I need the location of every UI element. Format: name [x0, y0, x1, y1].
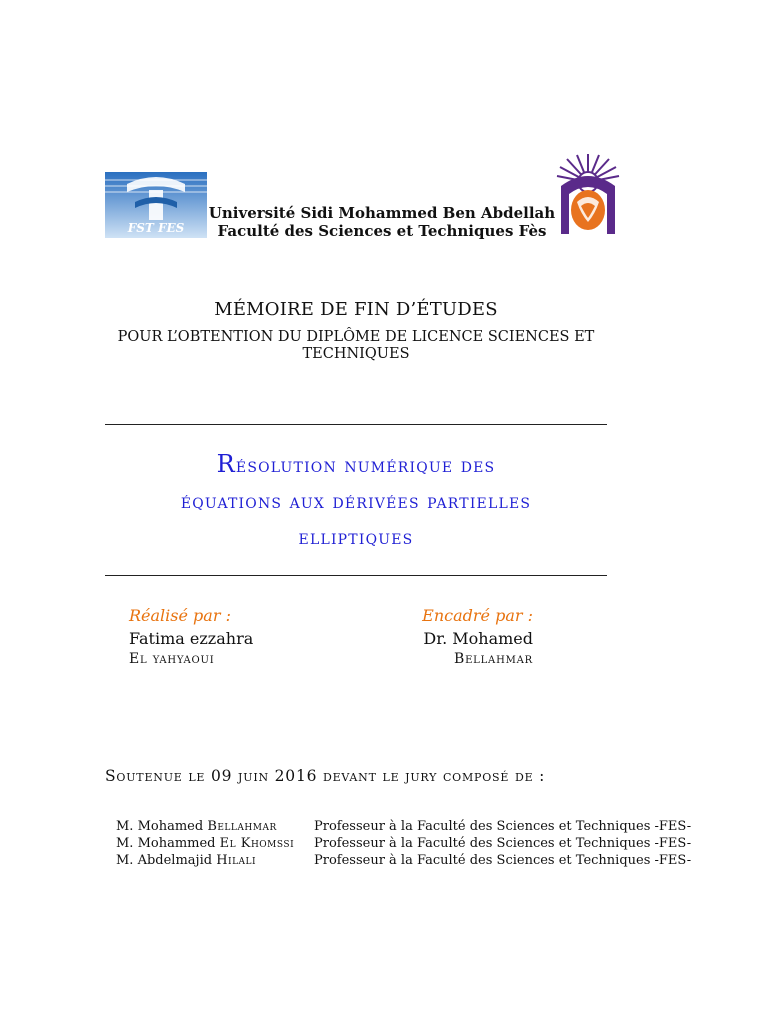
jury-member	[116, 852, 736, 869]
thesis-title-line-2: équations aux dérivées partielles	[180, 490, 532, 513]
thesis-title-initial: R	[216, 450, 236, 478]
jury-member-name	[116, 818, 277, 835]
title-bottom-rule	[105, 575, 607, 576]
supervisor-last-name: Bellahmar	[453, 651, 533, 667]
jury-member-first-name: M. Mohamed	[116, 819, 208, 834]
thesis-title-line-1	[105, 446, 607, 484]
usmba-emblem-logo	[555, 152, 621, 237]
encadre-par-label: Encadré par :	[422, 606, 533, 625]
faculty-name: Faculté des Sciences et Techniques Fès	[217, 222, 547, 240]
realise-par-label: Réalisé par :	[129, 606, 231, 625]
jury-member-last-name: El Khomssi	[219, 836, 295, 851]
supervisor-first-name: Dr. Mohamed	[423, 629, 533, 648]
thesis-title-line-1-rest: ésolution numérique des	[235, 454, 496, 477]
title-top-rule	[105, 424, 607, 425]
jury-member-name	[116, 835, 294, 852]
thesis-title-line-3: elliptiques	[298, 526, 414, 549]
jury-member-role: Professeur à la Faculté des Sciences et Techniques -FES-	[314, 836, 692, 851]
diploma-line: POUR L’OBTENTION DU DIPLÔME DE LICENCE SCIENCES ET TECHNIQUES	[117, 329, 595, 362]
jury-member-name	[116, 852, 256, 869]
jury-member-first-name: M. Mohammed	[116, 836, 220, 851]
fst-fes-logo-text: FST FES	[127, 221, 185, 235]
jury-member-role: Professeur à la Faculté des Sciences et Techniques -FES-	[314, 819, 692, 834]
jury-member-first-name: M. Abdelmajid	[116, 853, 217, 868]
document-type: MÉMOIRE DE FIN D’ÉTUDES	[214, 299, 498, 320]
university-name: Université Sidi Mohammed Ben Abdellah	[208, 204, 556, 222]
jury-member-last-name: Hilali	[216, 853, 257, 868]
jury-member	[116, 818, 736, 835]
student-last-name: El yahyaoui	[129, 651, 215, 667]
jury-member-last-name: Bellahmar	[207, 819, 277, 834]
defense-statement: Soutenue le 09 juin 2016 devant le jury composé de :	[105, 767, 546, 785]
thesis-title	[105, 446, 607, 556]
jury-member-role: Professeur à la Faculté des Sciences et Techniques -FES-	[314, 853, 692, 868]
fst-fes-logo	[105, 172, 207, 238]
jury-member	[116, 835, 736, 852]
student-first-name: Fatima ezzahra	[129, 629, 254, 648]
